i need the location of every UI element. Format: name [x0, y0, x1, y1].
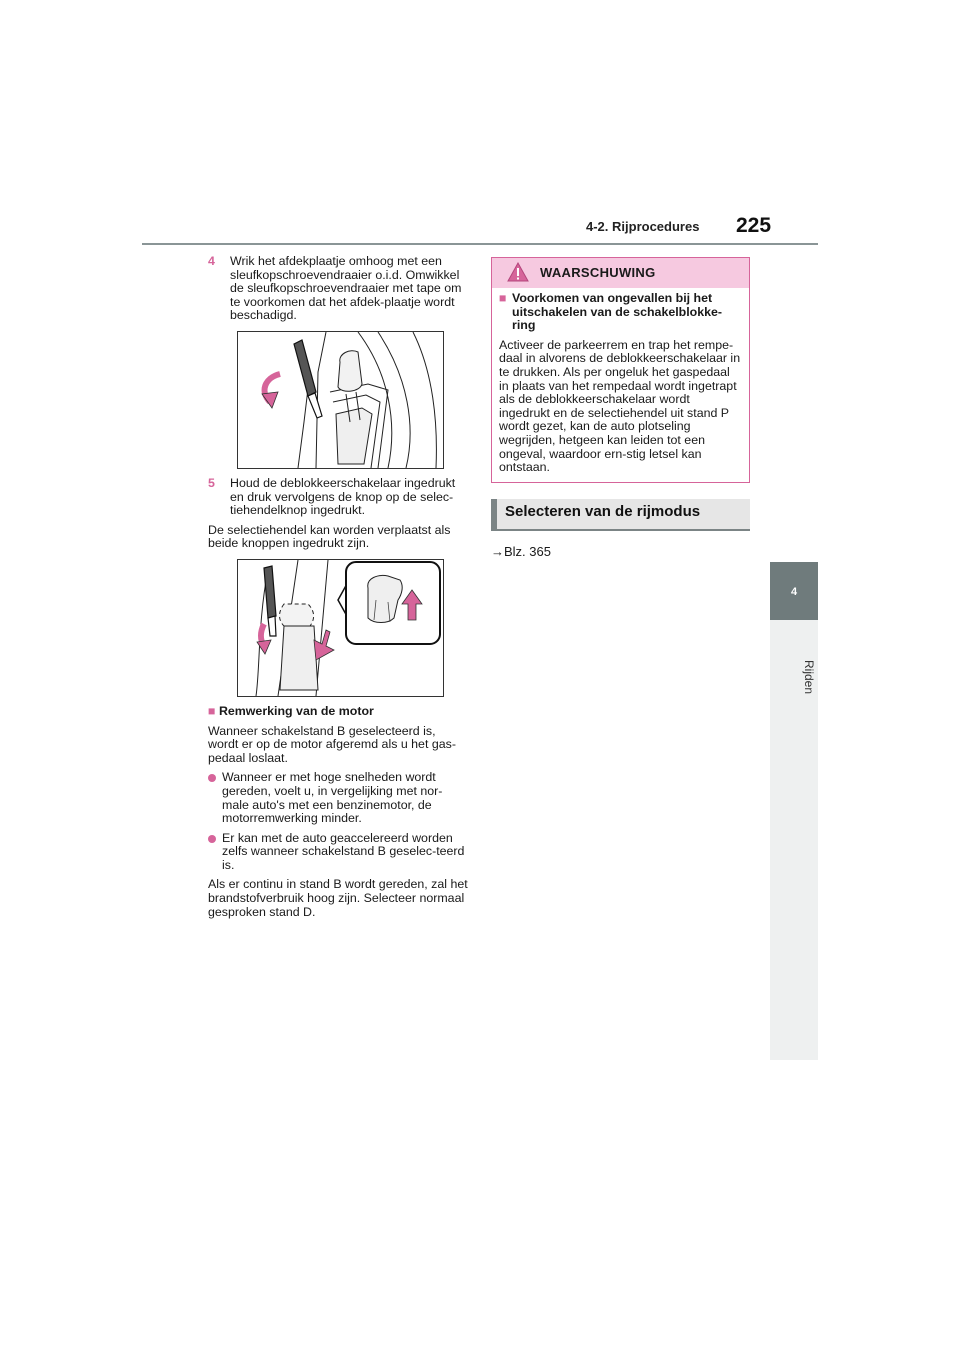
- left-column: [208, 255, 468, 925]
- subheading-text: Voorkomen van ongevallen bij het uitschakelen van de schakelblokke-ring: [512, 291, 723, 333]
- bullet-item: [208, 771, 468, 825]
- warning-body: [492, 288, 749, 482]
- step-5: [208, 477, 468, 518]
- header-section-title: 4-2. Rijprocedures: [586, 219, 700, 234]
- paragraph: Als er continu in stand B wordt gereden, zal het brandstofverbruik hoog zijn. Selecteer normaal gesproken stand D.: [208, 877, 468, 919]
- warning-title: WAARSCHUWING: [540, 265, 656, 280]
- warning-subheading: [499, 292, 742, 333]
- page-number: 225: [736, 214, 772, 237]
- chapter-number: 4: [790, 586, 798, 598]
- step-4: [208, 255, 468, 323]
- step-number: 4: [208, 254, 215, 268]
- zoom-inset: [338, 562, 440, 644]
- paragraph: Wanneer schakelstand B geselecteerd is, wordt er op de motor afgeremd als u het gas-pedaal loslaat.: [208, 723, 456, 765]
- warning-box: [491, 257, 750, 483]
- subheading-marker: ■: [499, 291, 507, 305]
- subheading-text: Remwerking van de motor: [218, 703, 374, 718]
- section-title: Selecteren van de rijmodus: [505, 502, 701, 520]
- step-text: Wrik het afdekplaatje omhoog met een sleufkopschroevendraaier o.i.d. Omwikkel de sleufkopschroevendraaier met tape om te voorkomen dat het afdek-plaatje wordt beschadigd.: [230, 254, 462, 323]
- bullet-dot-icon: [208, 774, 216, 782]
- right-column: [491, 257, 750, 558]
- chapter-tab: [770, 562, 818, 620]
- bullet-dot-icon: [208, 835, 216, 843]
- subheading: [208, 705, 468, 719]
- rotate-arrow-icon: [262, 374, 280, 408]
- paragraph: De selectiehendel kan worden verplaatst als beide knoppen ingedrukt zijn.: [208, 522, 451, 551]
- section-heading-box: [491, 499, 750, 531]
- warning-header: [492, 258, 749, 288]
- bullet-item: [208, 832, 468, 873]
- figure-release-buttons: [237, 559, 444, 697]
- step-number: 5: [208, 475, 215, 490]
- warning-triangle-icon: [507, 262, 529, 282]
- chapter-label: Rijden: [802, 660, 816, 695]
- down-arrow-icon: [314, 630, 334, 660]
- page-reference: →Blz. 365: [491, 543, 551, 559]
- figure-cover-plate: [237, 331, 444, 469]
- bullet-text: Er kan met de auto geaccelereerd worden zelfs wanneer schakelstand B geselec-teerd is.: [222, 830, 465, 872]
- header-rule: [142, 243, 818, 245]
- step-text: Houd de deblokkeerschakelaar ingedrukt en druk vervolgens de knop op de selec-tiehendelknop ingedrukt.: [230, 475, 456, 518]
- subheading-marker: ■: [208, 703, 216, 718]
- bullet-text: Wanneer er met hoge snelheden wordt gereden, voelt u, in vergelijking met nor-male auto's met een benzinemotor, de motorremwerking minder.: [222, 770, 443, 826]
- warning-text: Activeer de parkeerrem en trap het rempe-daal in alvorens de deblokkeerschakelaar in te drukken. Als per ongeluk het gaspedaal in plaats van het rempedaal wordt ingetrapt als de deblokkeerschakelaar wordt ingedrukt en de selectiehendel uit stand P wordt gezet, kan de auto plotseling wegrijden, hetgeen kan leiden tot een ongeval, waardoor ern-stig letsel kan ontstaan.: [499, 337, 741, 475]
